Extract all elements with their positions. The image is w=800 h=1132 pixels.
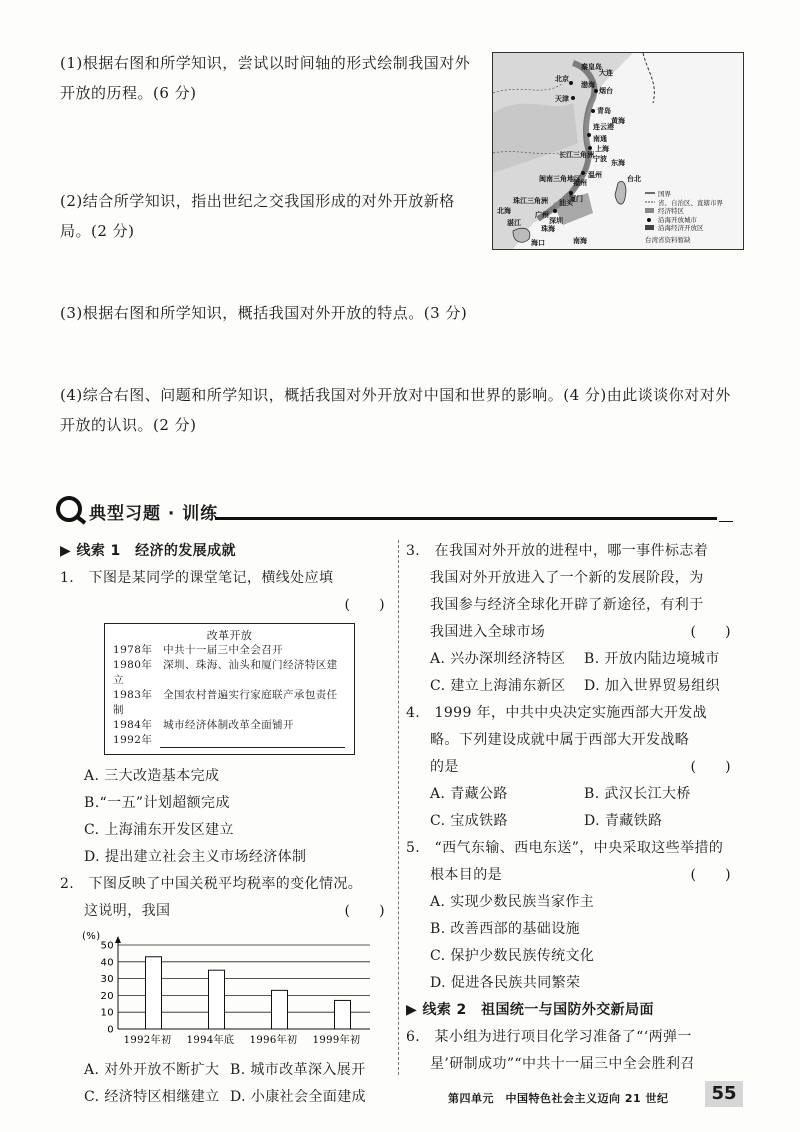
mcq-5-line: 5. “西气东输、西电东送”，中央采取这些举措的 bbox=[406, 840, 724, 856]
mcq-4-option[interactable]: A. 青藏公路 bbox=[430, 786, 508, 802]
map-label-zhanjiang: 湛江 bbox=[507, 219, 521, 227]
section-rule bbox=[215, 517, 717, 520]
note-row-year: 1992年 bbox=[113, 734, 153, 746]
mcq-3-options-row-1 bbox=[406, 646, 731, 673]
question-4 bbox=[60, 380, 750, 440]
chart-ytick-label: 10 bbox=[100, 1007, 114, 1019]
chart-xtick-label: 1994年底 bbox=[186, 1035, 235, 1046]
mcq-2-stem-2: 这说明，我国 bbox=[84, 903, 171, 919]
mcq-6-line: 星’研制成功”“中共十一届三中全会胜利召 bbox=[430, 1056, 695, 1072]
mcq-2-stem-1: 2. 下图反映了中国关税平均税率的变化情况。 bbox=[60, 876, 363, 892]
map-label-qingdao: 青岛 bbox=[597, 107, 611, 115]
mcq-5-option[interactable]: A. 实现少数民族当家作主 bbox=[430, 894, 595, 910]
map-label-bohai: 渤海 bbox=[581, 81, 595, 89]
mcq-2-options-row-2 bbox=[60, 1084, 385, 1111]
legend-taiwan-note: 台湾省资料暂缺 bbox=[645, 236, 691, 244]
triangle-icon: ▶ bbox=[60, 543, 77, 559]
chart-ytick-label: 20 bbox=[100, 990, 114, 1002]
class-note-box bbox=[104, 623, 355, 755]
column-divider bbox=[398, 540, 399, 1075]
mcq-6-line: 6. 某小组为进行项目化学习准备了“‘两弹一 bbox=[406, 1029, 692, 1045]
chart-bar bbox=[146, 957, 162, 1029]
question-4-line-2: 开放的认识。(2 分) bbox=[60, 416, 197, 434]
question-2-line-1: (2)结合所学知识，指出世纪之交我国形成的对外开放新格 bbox=[60, 192, 455, 210]
mcq-5-line: 根本目的是 bbox=[430, 867, 502, 883]
mcq-2-option[interactable]: C. 经济特区相继建立 bbox=[84, 1089, 220, 1105]
mcq-2-stem-2-row bbox=[60, 898, 385, 925]
mcq-1-option[interactable]: A. 三大改造基本完成 bbox=[84, 768, 220, 784]
mcq-3-line: 我国进入全球市场 bbox=[430, 624, 546, 640]
note-row-blank bbox=[113, 733, 346, 748]
chart-bar bbox=[335, 1000, 351, 1029]
legend-coastal-city: 沿海开放城市 bbox=[658, 216, 697, 224]
mcq-2-options-row-1 bbox=[60, 1057, 385, 1084]
mcq-4-line: 略。下列建设成就中属于西部大开发战略 bbox=[430, 732, 690, 748]
answer-paren-4[interactable]: ( ) bbox=[690, 759, 731, 775]
mcq-2-option[interactable]: B. 城市改革深入展开 bbox=[230, 1062, 366, 1078]
map-label-ningbo: 宁波 bbox=[593, 155, 607, 163]
chart-xtick-label: 1999年初 bbox=[312, 1035, 361, 1046]
mcq-4-line: 4. 1999 年，中共中央决定实施西部大开发战 bbox=[406, 705, 708, 721]
mcq-1-option[interactable]: D. 提出建立社会主义市场经济体制 bbox=[84, 849, 307, 865]
chart-ytick-label: 30 bbox=[100, 974, 114, 986]
answer-paren-2[interactable]: ( ) bbox=[344, 903, 385, 919]
chart-xtick-label: 1992年初 bbox=[123, 1035, 172, 1046]
mcq-3-option[interactable]: D. 加入世界贸易组织 bbox=[584, 678, 721, 694]
map-label-east-sea: 东海 bbox=[611, 159, 625, 167]
map-label-tianjin: 天津 bbox=[555, 95, 569, 103]
answer-paren-3[interactable]: ( ) bbox=[690, 624, 731, 640]
section-title: 典型习题 · 训练 bbox=[89, 504, 219, 524]
mcq-4-line: 的是 bbox=[430, 759, 459, 775]
question-4-line-1: (4)综合右图、问题和所学知识，概括我国对外开放对中国和世界的影响。(4 分)由此谈谈你对对外 bbox=[60, 386, 731, 404]
mcq-3-line: 3. 在我国对外开放的进程中，哪一事件标志着 bbox=[406, 543, 709, 559]
mcq-2-option[interactable]: A. 对外开放不断扩大 bbox=[84, 1062, 220, 1078]
map-label-shanghai: 上海 bbox=[595, 145, 609, 153]
mcq-4-options-row-1 bbox=[406, 781, 731, 808]
section-header bbox=[55, 495, 735, 529]
mcq-5-option[interactable]: C. 保护少数民族传统文化 bbox=[430, 948, 595, 964]
left-column bbox=[60, 538, 385, 1111]
triangle-icon: ▶ bbox=[406, 1002, 423, 1018]
section-rule-end bbox=[719, 521, 733, 522]
mcq-3-line: 我国参与经济全球化开辟了新途径，有利于 bbox=[430, 597, 704, 613]
question-2-line-2: 局。(2 分) bbox=[60, 222, 135, 240]
mcq-4-option[interactable]: C. 宝成铁路 bbox=[430, 813, 508, 829]
footer-unit-title: 第四单元 中国特色社会主义迈向 21 世纪 bbox=[448, 1092, 669, 1105]
chart-bar bbox=[272, 990, 288, 1029]
mcq-3-last-line-row bbox=[406, 619, 731, 646]
legend-sez: 经济特区 bbox=[658, 207, 684, 215]
mcq-4-option[interactable]: D. 青藏铁路 bbox=[584, 813, 663, 829]
note-row: 1980年 深圳、珠海、汕头和厦门经济特区建立 bbox=[113, 659, 338, 686]
mcq-2-option[interactable]: D. 小康社会全面建成 bbox=[230, 1089, 367, 1105]
mcq-3-options-row-2 bbox=[406, 673, 731, 700]
note-row: 1983年 全国农村普遍实行家庭联产承包责任制 bbox=[113, 689, 338, 716]
mcq-5-last-line-row bbox=[406, 862, 731, 889]
question-1-line-2: 开放的历程。(6 分) bbox=[60, 84, 197, 102]
mcq-3-option[interactable]: C. 建立上海浦东新区 bbox=[430, 678, 566, 694]
mcq-3-line: 我国对外开放进入了一个新的发展阶段，为 bbox=[430, 570, 704, 586]
chart-ytick-label: 0 bbox=[107, 1024, 114, 1036]
map-label-beijing: 北京 bbox=[555, 75, 569, 83]
clue-2 bbox=[406, 997, 731, 1024]
map-drawing bbox=[493, 53, 743, 249]
mcq-3-option[interactable]: B. 开放内陆边境城市 bbox=[584, 651, 720, 667]
question-1 bbox=[60, 48, 480, 108]
mcq-4-options-row-2 bbox=[406, 808, 731, 835]
clue-1 bbox=[60, 538, 385, 565]
map-label-fuzhou: 福州 bbox=[573, 179, 587, 187]
map-label-dalian: 大连 bbox=[599, 69, 613, 77]
question-3: (3)根据右图和所学知识，概括我国对外开放的特点。(3 分) bbox=[60, 304, 468, 322]
map-label-yellow-sea: 黄海 bbox=[611, 117, 625, 125]
map-label-yantai: 烟台 bbox=[599, 87, 613, 95]
chart-bar bbox=[209, 970, 225, 1029]
answer-paren-5[interactable]: ( ) bbox=[690, 867, 731, 883]
right-column bbox=[406, 538, 731, 1078]
page-number: 55 bbox=[705, 1081, 743, 1107]
map-label-haikou: 海口 bbox=[531, 239, 545, 247]
mcq-3-option[interactable]: A. 兴办深圳经济特区 bbox=[430, 651, 566, 667]
opening-map bbox=[492, 52, 744, 250]
mcq-1-stem: 1. 下图是某同学的课堂笔记，横线处应填 bbox=[60, 570, 334, 586]
mcq-4-last-line-row bbox=[406, 754, 731, 781]
map-label-beihai: 北海 bbox=[497, 207, 511, 215]
map-label-south-sea: 南海 bbox=[573, 237, 587, 245]
chart-ylabel: (%) bbox=[82, 931, 101, 942]
mcq-5-option[interactable]: B. 改善西部的基础设施 bbox=[430, 921, 580, 937]
question-2 bbox=[60, 186, 480, 246]
chart-ytick-label: 50 bbox=[100, 940, 114, 952]
chart-ytick-label: 40 bbox=[100, 957, 114, 969]
legend-province: 省、自治区、直辖市界 bbox=[658, 199, 723, 207]
answer-paren-1[interactable]: ( ) bbox=[344, 597, 385, 613]
map-label-lianyungang: 连云港 bbox=[593, 123, 614, 131]
chart-y-arrow bbox=[115, 936, 121, 943]
map-label-nantong: 南通 bbox=[593, 135, 607, 143]
fill-in-blank[interactable] bbox=[160, 735, 345, 748]
map-label-zhuhai: 珠海 bbox=[541, 225, 555, 233]
map-label-shantou: 汕头 bbox=[559, 199, 573, 207]
chart-xtick-label: 1996年初 bbox=[249, 1035, 298, 1046]
map-label-wenzhou: 温州 bbox=[588, 171, 602, 179]
mcq-4-option[interactable]: B. 武汉长江大桥 bbox=[584, 786, 691, 802]
map-label-yangtze-delta: 长江三角洲 bbox=[559, 151, 594, 159]
mcq-1-option[interactable]: B.“一五”计划超额完成 bbox=[84, 795, 230, 811]
note-row: 1978年 中共十一届三中全会召开 bbox=[113, 644, 284, 656]
magnifier-icon bbox=[55, 495, 87, 525]
mcq-1-option[interactable]: C. 上海浦东开发区建立 bbox=[84, 822, 234, 838]
legend-coastal-zone: 沿海经济开放区 bbox=[658, 224, 704, 232]
mcq-5-option[interactable]: D. 促进各民族共同繁荣 bbox=[430, 975, 581, 991]
map-label-pearl-delta: 珠江三角洲 bbox=[513, 197, 548, 205]
map-label-taibei: 台北 bbox=[627, 175, 641, 183]
note-row: 1984年 城市经济体制改革全面铺开 bbox=[113, 719, 294, 731]
question-1-line-1: (1)根据右图和所学知识，尝试以时间轴的形式绘制我国对外 bbox=[60, 54, 471, 72]
map-label-guangzhou: 广州 bbox=[535, 211, 549, 219]
clue-2-text: 线索 2 祖国统一与国防外交新局面 bbox=[422, 1002, 654, 1018]
map-label-qinhuangdao: 秦皇岛 bbox=[581, 63, 602, 71]
map-label-xiamen: 厦门 bbox=[569, 195, 583, 203]
clue-1-text: 线索 1 经济的发展成就 bbox=[76, 543, 236, 559]
tariff-bar-chart bbox=[80, 929, 380, 1051]
map-label-minnan: 闽南三角地区 bbox=[539, 175, 581, 183]
map-label-shenzhen: 深圳 bbox=[549, 217, 563, 225]
mcq-1-paren-row bbox=[60, 592, 385, 619]
legend-border: 国界 bbox=[658, 190, 671, 198]
note-title: 改革开放 bbox=[206, 629, 253, 642]
